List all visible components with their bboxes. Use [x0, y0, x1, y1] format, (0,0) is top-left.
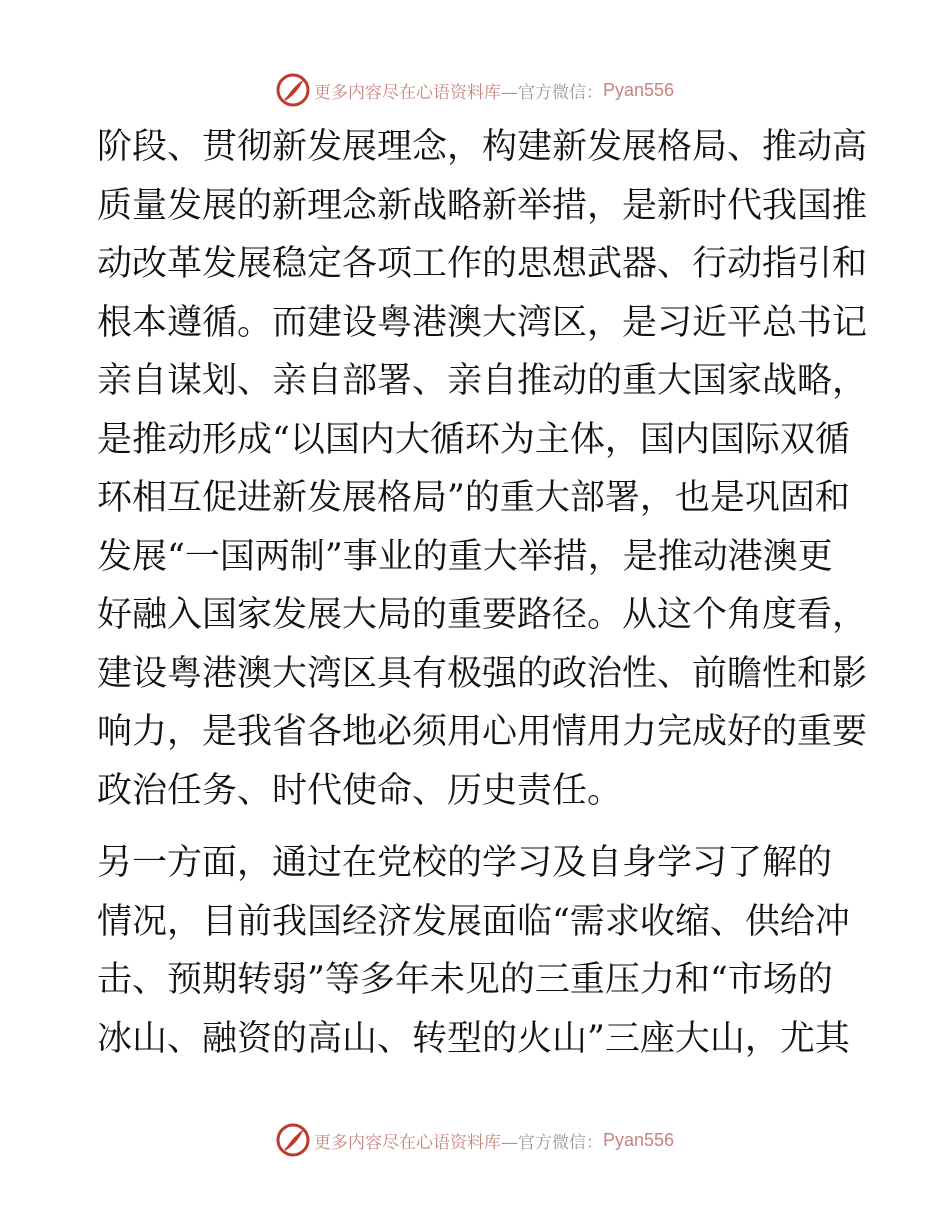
text-line: 另一方面，通过在党校的学习及自身学习了解的	[97, 843, 833, 883]
watermark-dash: —	[500, 82, 518, 103]
text-line: 根本遵循。而建设粤港澳大湾区，是习近平总书记	[97, 302, 868, 343]
watermark-text	[314, 1128, 603, 1153]
text-line: 阶段、贯彻新发展理念，构建新发展格局、推动高	[97, 127, 868, 167]
watermark-wechat-label: 官方微信：	[517, 82, 603, 103]
feather-logo-icon	[276, 73, 310, 107]
paragraph	[97, 834, 857, 1068]
watermark-wechat-id: Pyan556	[602, 1129, 675, 1150]
text-line: 击、预期转弱”等多年未见的三重压力和“市场的	[97, 960, 833, 1000]
watermark-text	[314, 78, 603, 103]
text-line: 发展“一国两制”事业的重大举措，是推动港澳更	[97, 536, 833, 577]
watermark-dash: —	[500, 1132, 518, 1153]
watermark-wechat-label: 官方微信：	[517, 1132, 603, 1153]
text-line: 好融入国家发展大局的重要路径。从这个角度看，	[97, 595, 868, 635]
text-line: 情况，目前我国经济发展面临“需求收缩、供给冲	[97, 901, 850, 942]
text-line: 环相互促进新发展格局”的重大部署，也是巩固和	[97, 478, 850, 518]
watermark-brand: 更多内容尽在心语资料库	[313, 82, 501, 103]
text-line: 亲自谋划、亲自部署、亲自推动的重大国家战略，	[97, 361, 868, 401]
document-body	[97, 118, 868, 1068]
footer-watermark	[0, 1122, 950, 1158]
text-line: 政治任务、时代使命、历史责任。	[97, 770, 623, 811]
text-line: 冰山、融资的高山、转型的火山”三座大山，尤其	[97, 1018, 850, 1059]
paragraph	[97, 118, 868, 820]
text-line: 质量发展的新理念新战略新举措，是新时代我国推	[97, 185, 868, 226]
text-line: 动改革发展稳定各项工作的思想武器、行动指引和	[97, 244, 868, 284]
text-line: 建设粤港澳大湾区具有极强的政治性、前瞻性和影	[97, 653, 868, 694]
header-watermark	[0, 72, 950, 108]
watermark-wechat-id: Pyan556	[602, 79, 675, 100]
text-line: 是推动形成“以国内大循环为主体，国内国际双循	[97, 419, 850, 460]
watermark-brand: 更多内容尽在心语资料库	[313, 1132, 501, 1153]
feather-logo-icon	[276, 1123, 310, 1157]
text-line: 响力，是我省各地必须用心用情用力完成好的重要	[97, 712, 868, 752]
